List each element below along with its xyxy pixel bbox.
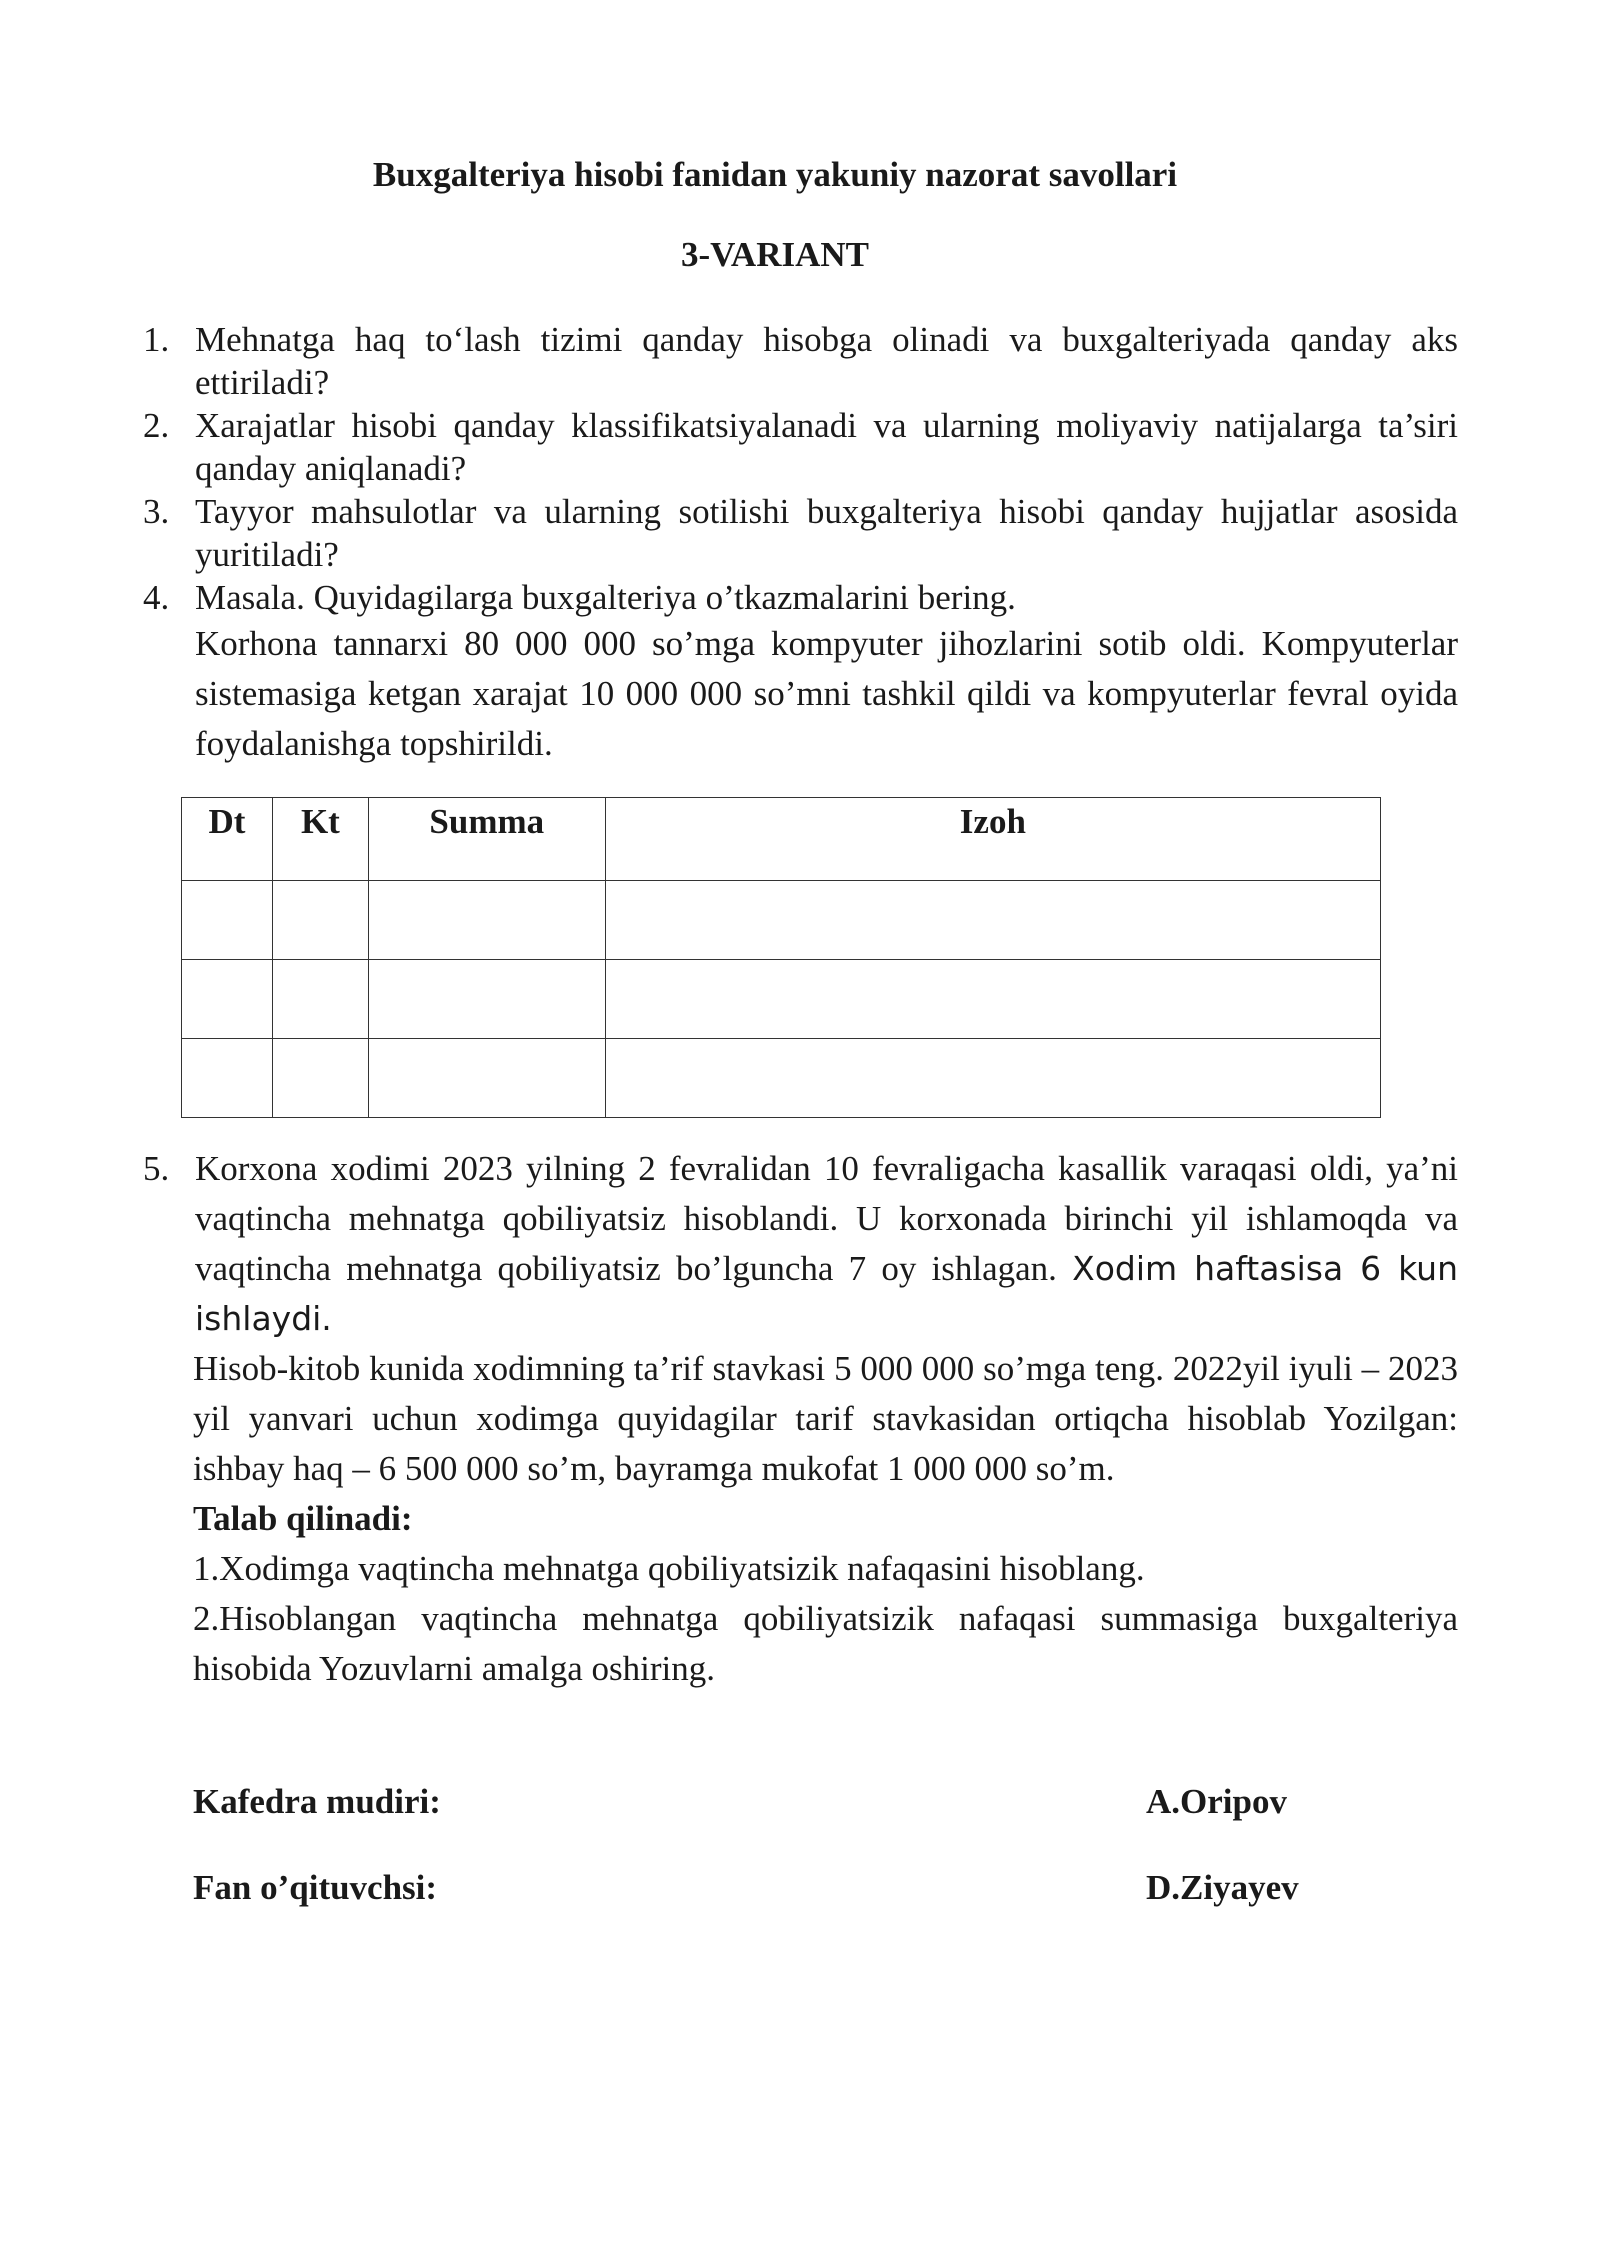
signature-role-teacher: Fan o’qituvchsi: bbox=[193, 1868, 438, 1907]
header-kt: Kt bbox=[272, 798, 368, 881]
accounting-entries-table bbox=[181, 797, 1381, 1118]
task-1: 1.Xodimga vaqtincha mehnatga qobiliyatsizik nafaqasini hisoblang. bbox=[193, 1549, 1145, 1588]
table-cell[interactable] bbox=[182, 881, 273, 960]
table-cell[interactable] bbox=[368, 881, 605, 960]
question-number: 3. bbox=[143, 492, 170, 531]
question-number: 5. bbox=[143, 1149, 170, 1188]
table-cell[interactable] bbox=[368, 960, 605, 1039]
question-item bbox=[143, 318, 1458, 404]
question-5 bbox=[143, 1144, 1458, 1694]
question-item bbox=[143, 404, 1458, 490]
table-cell[interactable] bbox=[182, 1039, 273, 1118]
question-text: Xarajatlar hisobi qanday klassifikatsiyalanadi va ularning moliyaviy natijalarga ta’siri qanday aniqlanadi? bbox=[195, 406, 1458, 488]
table-row bbox=[182, 1039, 1381, 1118]
question-text: Korxona xodimi 2023 yilning 2 fevralidan 10 fevraligacha kasallik varaqasi oldi, ya’ni vaqtincha mehnatga qobiliyatsiz hisoblandi. U korxonada birinchi yil ishlamoqda va vaqtincha mehnatga qobiliyatsiz bo’lguncha 7 oy ishlagan. bbox=[195, 1149, 1458, 1288]
question-number: 2. bbox=[143, 406, 170, 445]
question-text-tail: Xodim haftasisa 6 kun ishlaydi. bbox=[195, 1249, 1458, 1338]
signature-name-head: A.Oripov bbox=[1146, 1782, 1287, 1821]
table-header-row bbox=[182, 798, 1381, 881]
question-5-details bbox=[143, 1344, 1458, 1694]
question-number: 4. bbox=[143, 578, 170, 617]
question-item bbox=[143, 576, 1458, 769]
header-dt: Dt bbox=[182, 798, 273, 881]
question-number: 1. bbox=[143, 320, 170, 359]
task-2: 2.Hisoblangan vaqtincha mehnatga qobiliyatsizik nafaqasi summasiga buxgalteriya hisobida Yozuvlarni amalga oshiring. bbox=[193, 1599, 1458, 1688]
table-cell[interactable] bbox=[605, 881, 1380, 960]
table-cell[interactable] bbox=[605, 1039, 1380, 1118]
table-cell[interactable] bbox=[272, 881, 368, 960]
question-text: Tayyor mahsulotlar va ularning sotilishi buxgalteriya hisobi qanday hujjatlar asosida yuritiladi? bbox=[195, 492, 1458, 574]
document-title: Buxgalteriya hisobi fanidan yakuniy nazorat savollari bbox=[372, 155, 1178, 194]
variant-label: 3-VARIANT bbox=[681, 235, 869, 274]
problem-statement: Korhona tannarxi 80 000 000 so’mga kompyuter jihozlarini sotib oldi. Kompyuterlar sistemasiga ketgan xarajat 10 000 000 so’mni tashkil qildi va kompyuterlar fevral oyida foydalanishga topshirildi. bbox=[195, 624, 1458, 763]
table-row bbox=[182, 881, 1381, 960]
question-list bbox=[143, 318, 1458, 769]
question-item bbox=[143, 1144, 1458, 1344]
signature-role-head: Kafedra mudiri: bbox=[193, 1782, 441, 1821]
table-cell[interactable] bbox=[368, 1039, 605, 1118]
salary-details: Hisob-kitob kunida xodimning ta’rif stavkasi 5 000 000 so’mga teng. 2022yil iyuli – 2023 yil yanvari uchun xodimga quyidagilar tarif stavkasidan ortiqcha hisoblab Yozilgan: ishbay haq – 6 500 000 so’m, bayramga mukofat 1 000 000 so’m. bbox=[193, 1349, 1458, 1488]
question-item bbox=[143, 490, 1458, 576]
header-izoh: Izoh bbox=[605, 798, 1380, 881]
table-cell[interactable] bbox=[182, 960, 273, 1039]
table-cell[interactable] bbox=[272, 1039, 368, 1118]
question-text: Mehnatga haq to‘lash tizimi qanday hisobga olinadi va buxgalteriyada qanday aks ettiriladi? bbox=[195, 320, 1458, 402]
table-cell[interactable] bbox=[272, 960, 368, 1039]
header-summa: Summa bbox=[368, 798, 605, 881]
signature-name-teacher: D.Ziyayev bbox=[1146, 1868, 1299, 1907]
required-label: Talab qilinadi: bbox=[193, 1499, 413, 1538]
question-text: Masala. Quyidagilarga buxgalteriya o’tkazmalarini bering. bbox=[195, 578, 1016, 617]
table-cell[interactable] bbox=[605, 960, 1380, 1039]
table-row bbox=[182, 960, 1381, 1039]
